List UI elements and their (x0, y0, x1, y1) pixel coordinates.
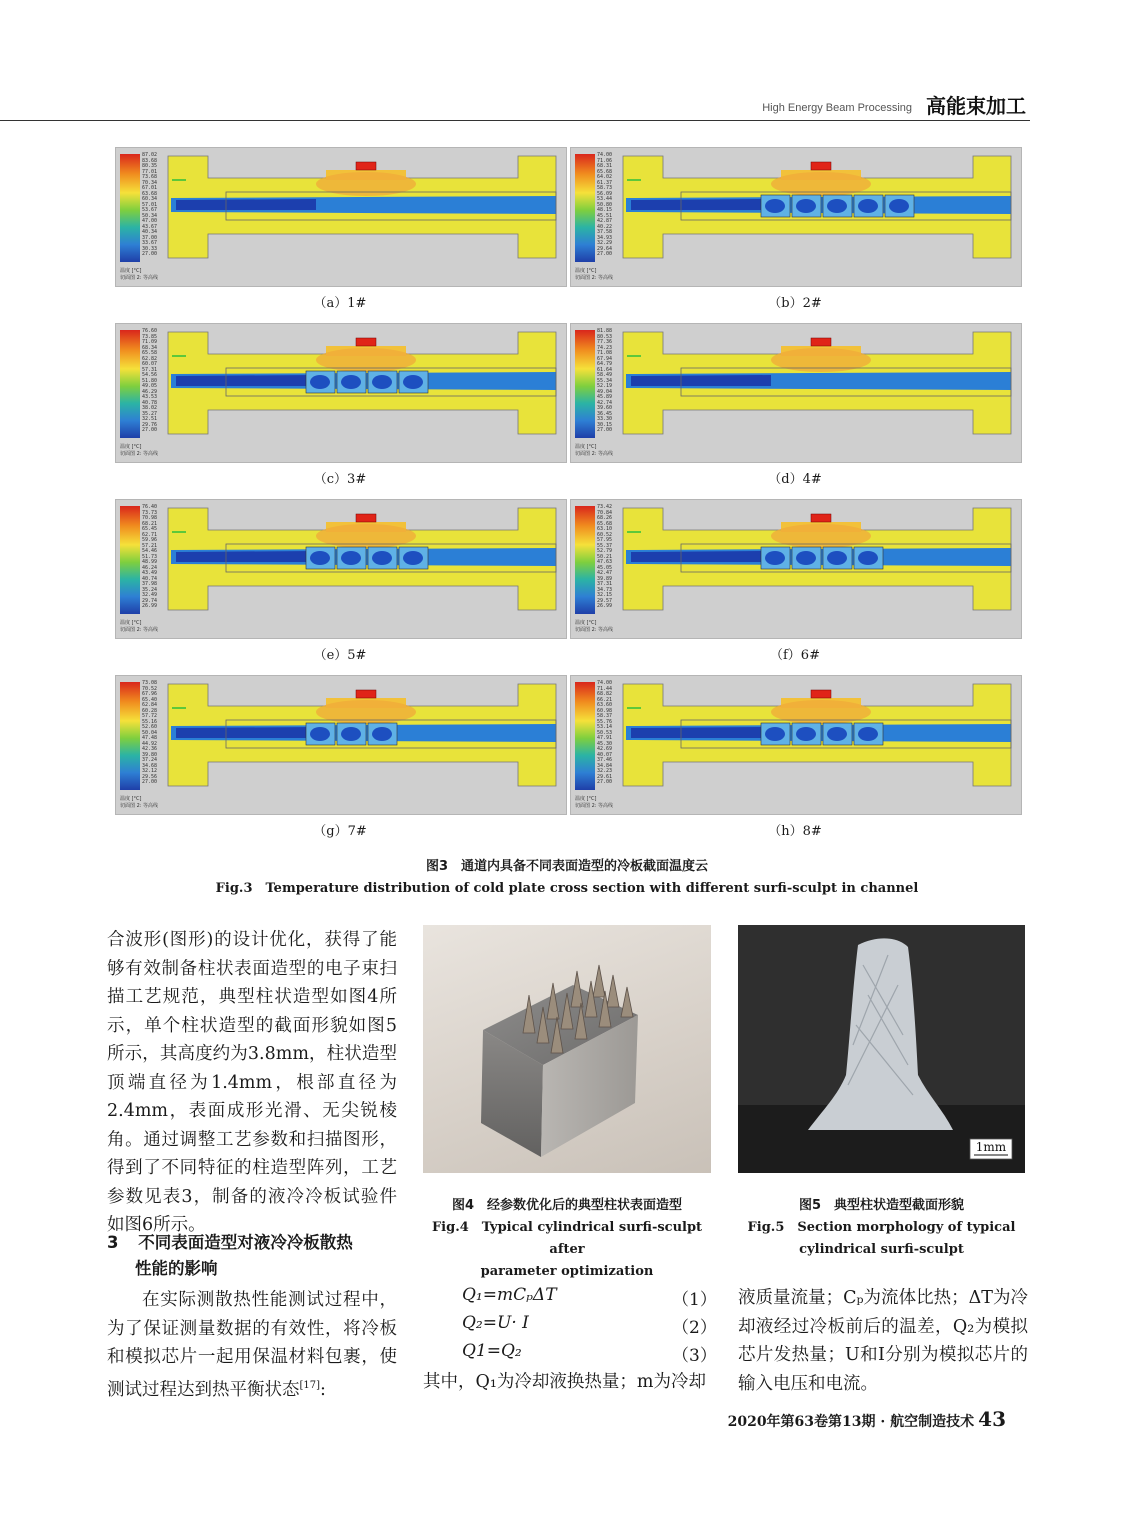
scale-tick-label: 48.15 (597, 207, 613, 213)
scale-tick-label: 45.51 (597, 212, 613, 219)
scale-tick-label: 57.21 (142, 542, 158, 549)
subfigure-label: （b）2# (768, 296, 822, 311)
section-title-line2: 性能的影响 (135, 1259, 218, 1278)
temperature-contour-panel (115, 323, 567, 463)
scale-tick-label: 70.84 (597, 509, 613, 516)
scale-tick-label: 53.44 (597, 196, 613, 202)
scale-tick-label: 32.15 (597, 592, 613, 598)
legend-plane: 切面图 2: 等高线 (575, 451, 614, 457)
scale-tick-label: 54.56 (142, 372, 158, 378)
scale-tick-label: 32.51 (142, 416, 158, 422)
scale-tick-label: 42.87 (597, 218, 613, 224)
legend-unit: 温度 [°C] (575, 268, 597, 274)
scale-tick-label: 67.01 (142, 185, 158, 191)
scale-tick-label: 37.46 (597, 757, 613, 763)
scale-tick-label: 77.01 (142, 168, 158, 175)
scale-tick-label: 46.24 (142, 564, 158, 571)
scale-tick-label: 27.00 (142, 779, 158, 785)
scale-tick-label: 30.15 (597, 421, 613, 428)
legend-unit: 温度 [°C] (120, 268, 142, 274)
scale-tick-label: 29.74 (142, 597, 158, 604)
equation-1: Q₁=mCₚΔT (462, 1285, 557, 1305)
scale-tick-label: 74.00 (597, 152, 613, 158)
scale-tick-label: 63.68 (142, 190, 158, 197)
scale-tick-label: 74.00 (597, 680, 613, 686)
scale-tick-label: 81.88 (597, 328, 613, 334)
scale-tick-label: 46.29 (142, 388, 158, 395)
scale-tick-label: 29.64 (597, 245, 613, 252)
scale-tick-label: 62.71 (142, 531, 158, 538)
scale-tick-label: 40.07 (597, 751, 613, 758)
legend-plane: 切面图 2: 等高线 (120, 803, 159, 809)
temperature-contour-panel (570, 499, 1022, 639)
figure-5-caption (738, 1195, 1025, 1261)
scale-tick-label: 37.31 (597, 581, 613, 587)
scale-tick-label: 50.34 (142, 212, 158, 219)
scale-tick-label: 55.76 (597, 718, 613, 725)
scale-tick-label: 74.23 (597, 344, 613, 351)
legend-plane: 切面图 2: 等高线 (120, 275, 159, 281)
scale-tick-label: 71.09 (142, 339, 158, 345)
paragraph-2 (107, 1286, 397, 1404)
scale-tick-label: 39.80 (142, 751, 158, 758)
scale-tick-label: 64.79 (597, 361, 613, 367)
scale-tick-label: 33.67 (142, 240, 158, 246)
equation-3-number: （3） (672, 1346, 717, 1366)
scale-tick-label: 43.67 (142, 223, 158, 230)
scale-tick-label: 50.21 (597, 553, 613, 560)
scale-tick-label: 68.82 (597, 691, 613, 697)
cold-plate-section (571, 676, 1021, 814)
citation-ref: [17] (299, 1379, 321, 1391)
scale-tick-label: 29.76 (142, 421, 158, 428)
scale-tick-label: 61.37 (597, 179, 613, 186)
scale-tick-label: 32.12 (142, 768, 158, 774)
scale-tick-label: 61.64 (597, 366, 613, 373)
figure-4-caption-en-1: Fig.4 Typical cylindrical surfi-sculpt after (431, 1220, 703, 1257)
scale-tick-label: 27.00 (597, 251, 613, 257)
temperature-contour-panel (115, 147, 567, 287)
figure-5-caption-zh: 图5 典型柱状造型截面形貌 (798, 1198, 965, 1213)
scale-tick-label: 40.78 (142, 399, 158, 406)
legend-unit: 温度 [°C] (120, 444, 142, 450)
figure-5-caption-en-1: Fig.5 Section morphology of typical (747, 1220, 1016, 1235)
scale-tick-label: 27.00 (142, 427, 158, 433)
legend-plane: 切面图 2: 等高线 (575, 275, 614, 281)
scale-tick-label: 30.33 (142, 245, 158, 252)
cold-plate-section (116, 500, 566, 638)
scale-tick-label: 42.74 (597, 399, 613, 406)
legend-plane: 切面图 2: 等高线 (575, 627, 614, 633)
scale-bar-label: 1mm (975, 1140, 1007, 1154)
paragraph-2-text: 在实际测散热性能测试过程中，为了保证测量数据的有效性，将冷板和模拟芯片一起用保温材料包裹，使测试过程达到热平衡状态 (107, 1290, 397, 1400)
scale-tick-label: 59.96 (142, 537, 158, 543)
scale-tick-label: 63.10 (597, 526, 613, 532)
running-header (0, 88, 1030, 121)
scale-tick-label: 60.34 (142, 196, 158, 202)
scale-tick-label: 34.68 (142, 762, 158, 769)
scale-tick-label: 50.53 (597, 729, 613, 736)
scale-tick-label: 65.58 (142, 350, 158, 356)
scale-tick-label: 35.27 (142, 410, 158, 417)
figure-5-caption-en-2: cylindrical surfi-sculpt (799, 1242, 964, 1257)
temperature-contour-panel (115, 675, 567, 815)
cold-plate-section (571, 148, 1021, 286)
scale-tick-label: 52.60 (142, 724, 158, 730)
figure-4-caption-zh: 图4 经参数优化后的典型柱状表面造型 (451, 1198, 683, 1213)
scale-tick-label: 70.98 (142, 515, 158, 521)
journal-name-zh: 高能束加工 (926, 94, 1026, 118)
scale-tick-label: 58.37 (597, 713, 613, 719)
scale-tick-label: 32.29 (597, 240, 613, 246)
subfigure-label: （h）8# (768, 824, 822, 839)
paragraph-1: 合波形(图形)的设计优化，获得了能够有效制备柱状表面造型的电子束扫描工艺规范，典型柱状造型如图4所示，单个柱状造型的截面形貌如图5所示，其高度约为3.8mm，柱状造型顶端直径为1.4mm，根部直径为2.4mm，表面成形光滑、无尖锐棱角。通过调整工艺参数和扫描图形，得到了不同特征的柱造型阵列，工艺参数见表3，制备的液冷冷板试验件如图6所示。 (107, 930, 397, 1235)
scale-tick-label: 65.68 (597, 520, 613, 527)
scale-tick-label: 50.04 (142, 729, 158, 736)
scale-tick-label: 26.99 (597, 603, 613, 609)
scale-tick-label: 60.28 (142, 707, 158, 714)
scale-tick-label: 44.92 (142, 740, 158, 747)
cold-plate-section (571, 324, 1021, 462)
scale-tick-label: 47.63 (597, 559, 613, 565)
scale-tick-label: 57.31 (142, 366, 158, 373)
scale-tick-label: 49.05 (142, 383, 158, 389)
scale-tick-label: 45.05 (597, 564, 613, 571)
scale-tick-label: 47.48 (142, 735, 158, 741)
scale-tick-label: 83.68 (142, 157, 158, 164)
scale-tick-label: 40.34 (142, 229, 158, 235)
scale-tick-label: 34.93 (597, 234, 613, 241)
scale-tick-label: 68.26 (597, 515, 613, 521)
legend-plane: 切面图 2: 等高线 (120, 451, 159, 457)
scale-tick-label: 80.53 (597, 333, 613, 340)
scale-tick-label: 35.24 (142, 586, 158, 593)
cold-plate-section (571, 500, 1021, 638)
scale-tick-label: 26.99 (142, 603, 158, 609)
scale-tick-label: 39.60 (597, 405, 613, 411)
scale-tick-label: 51.80 (142, 377, 158, 384)
scale-tick-label: 71.44 (597, 685, 613, 692)
scale-tick-label: 42.36 (142, 746, 158, 752)
scale-tick-label: 55.37 (597, 542, 613, 549)
subfigure-label: （e）5# (313, 648, 367, 663)
scale-tick-label: 76.40 (142, 504, 158, 510)
scale-tick-label: 53.14 (597, 724, 613, 730)
section-title-line1: 不同表面造型对液冷冷板散热 (138, 1233, 353, 1252)
scale-tick-label: 62.82 (142, 355, 158, 362)
scale-tick-label: 73.68 (142, 174, 158, 180)
cold-plate-section (116, 148, 566, 286)
scale-tick-label: 29.57 (597, 597, 613, 604)
figure-4-photo (423, 925, 711, 1173)
legend-plane: 切面图 2: 等高线 (120, 627, 159, 633)
scale-tick-label: 70.52 (142, 685, 158, 692)
scale-tick-label: 63.60 (597, 702, 613, 708)
paragraph-3: 液质量流量；Cₚ为流体比热；ΔT为冷却液经过冷板前后的温差，Q₂为模拟芯片发热量；U和I分别为模拟芯片的输入电压和电流。 (738, 1288, 1028, 1394)
scale-tick-label: 56.09 (597, 190, 613, 197)
scale-tick-label: 54.46 (142, 548, 158, 554)
temperature-contour-panel (115, 499, 567, 639)
scale-tick-label: 37.58 (597, 229, 613, 235)
scale-tick-label: 76.60 (142, 328, 158, 334)
equation-3: Q1=Q₂ (462, 1341, 522, 1361)
scale-tick-label: 55.34 (597, 377, 613, 384)
legend-unit: 温度 [°C] (575, 796, 597, 802)
subfigure-label: （c）3# (313, 472, 367, 487)
scale-tick-label: 65.40 (142, 696, 158, 703)
scale-tick-label: 64.02 (597, 174, 613, 180)
scale-tick-label: 29.56 (142, 773, 158, 780)
scale-tick-label: 57.72 (142, 713, 158, 719)
scale-tick-label: 67.96 (142, 691, 158, 697)
page-number: 43 (978, 1407, 1006, 1431)
scale-tick-label: 48.99 (142, 559, 158, 565)
scale-tick-label: 45.89 (597, 394, 613, 400)
scale-tick-label: 71.08 (597, 350, 613, 356)
scale-tick-label: 80.35 (142, 163, 158, 169)
scale-tick-label: 62.84 (142, 702, 158, 708)
scale-tick-label: 40.74 (142, 575, 158, 582)
scale-tick-label: 52.19 (597, 383, 613, 389)
equation-explanation: 其中，Q₁为冷却液换热量；m为冷却 (423, 1372, 706, 1392)
section-micrograph-image (738, 925, 1025, 1173)
legend-unit: 温度 [°C] (575, 444, 597, 450)
scale-tick-label: 34.73 (597, 586, 613, 593)
scale-tick-label: 68.21 (142, 520, 158, 527)
cold-plate-section (116, 676, 566, 814)
scale-tick-label: 27.00 (142, 251, 158, 257)
scale-tick-label: 57.95 (597, 537, 613, 543)
scale-tick-label: 27.00 (597, 779, 613, 785)
scale-tick-label: 67.94 (597, 355, 613, 362)
figure-4-caption-en-2: parameter optimization (480, 1264, 654, 1279)
scale-tick-label: 60.98 (597, 707, 613, 714)
scale-tick-label: 68.34 (142, 344, 158, 351)
scale-tick-label: 49.04 (597, 388, 613, 395)
scale-tick-label: 43.53 (142, 394, 158, 400)
scale-tick-label: 70.34 (142, 179, 158, 186)
scale-tick-label: 65.45 (142, 526, 158, 532)
scale-tick-label: 55.16 (142, 718, 158, 725)
scale-tick-label: 52.79 (597, 548, 613, 554)
scale-tick-label: 68.31 (597, 163, 613, 169)
subfigure-label: （g）7# (313, 824, 367, 839)
equation-2: Q₂=U· I (462, 1313, 529, 1333)
scale-tick-label: 58.49 (597, 372, 613, 378)
scale-tick-label: 73.85 (142, 333, 158, 340)
legend-plane: 切面图 2: 等高线 (575, 803, 614, 809)
scale-tick-label: 60.52 (597, 531, 613, 538)
subfigure-label: （f）6# (770, 648, 820, 663)
temperature-contour-panel (570, 675, 1022, 815)
scale-tick-label: 43.49 (142, 570, 158, 576)
scale-tick-label: 39.89 (597, 575, 613, 582)
scale-tick-label: 47.00 (142, 218, 158, 224)
scale-tick-label: 27.00 (597, 427, 613, 433)
scale-tick-label: 33.30 (597, 416, 613, 422)
cold-plate-section (116, 324, 566, 462)
scale-tick-label: 37.24 (142, 757, 158, 763)
paragraph-2-end: : (320, 1379, 326, 1400)
scale-tick-label: 42.47 (597, 570, 613, 576)
scale-tick-label: 47.91 (597, 735, 613, 741)
scale-tick-label: 37.98 (142, 581, 158, 587)
scale-tick-label: 40.22 (597, 223, 613, 230)
figure-5-photo (738, 925, 1025, 1173)
figure-3-caption-zh: 图3 通道内具备不同表面造型的冷板截面温度云 (425, 859, 709, 874)
section-heading (107, 1230, 353, 1256)
scale-tick-label: 60.07 (142, 361, 158, 367)
figure-4-caption (423, 1195, 711, 1283)
temperature-contour-panel (570, 323, 1022, 463)
scale-tick-label: 58.73 (597, 185, 613, 191)
figure-3-caption-en: Fig.3 Temperature distribution of cold plate cross section with different surfi-sculpt in channel (215, 881, 919, 896)
legend-unit: 温度 [°C] (575, 620, 597, 626)
scale-tick-label: 66.21 (597, 696, 613, 703)
scale-tick-label: 73.08 (142, 680, 158, 686)
sculpted-block-image (423, 925, 711, 1173)
subfigure-label: （a）1# (313, 296, 367, 311)
scale-tick-label: 65.68 (597, 168, 613, 175)
scale-tick-label: 57.01 (142, 201, 158, 208)
temperature-contour-panel (570, 147, 1022, 287)
scale-tick-label: 32.23 (597, 768, 613, 774)
scale-tick-label: 87.02 (142, 152, 158, 158)
scale-tick-label: 38.02 (142, 405, 158, 411)
equation-1-number: （1） (672, 1290, 717, 1310)
subfigure-label: （d）4# (768, 472, 822, 487)
scale-tick-label: 51.73 (142, 553, 158, 560)
scale-tick-label: 71.06 (597, 157, 613, 164)
scale-tick-label: 32.49 (142, 592, 158, 598)
scale-tick-label: 53.67 (142, 207, 158, 213)
scale-tick-label: 50.80 (597, 201, 613, 208)
scale-tick-label: 36.45 (597, 410, 613, 417)
scale-tick-label: 37.00 (142, 234, 158, 241)
section-number: 3 (107, 1233, 119, 1252)
equation-2-number: （2） (672, 1318, 717, 1338)
legend-unit: 温度 [°C] (120, 620, 142, 626)
journal-name-en: High Energy Beam Processing (762, 102, 912, 114)
scale-tick-label: 73.73 (142, 509, 158, 516)
scale-tick-label: 73.42 (597, 504, 613, 510)
page-footer (728, 1407, 1006, 1431)
legend-unit: 温度 [°C] (120, 796, 142, 802)
scale-tick-label: 34.84 (597, 762, 613, 769)
scale-tick-label: 77.36 (597, 339, 613, 345)
issue-info: 2020年第63卷第13期 · 航空制造技术 (727, 1414, 975, 1430)
scale-tick-label: 45.30 (597, 740, 613, 747)
scale-tick-label: 42.69 (597, 746, 613, 752)
scale-tick-label: 29.61 (597, 773, 613, 780)
